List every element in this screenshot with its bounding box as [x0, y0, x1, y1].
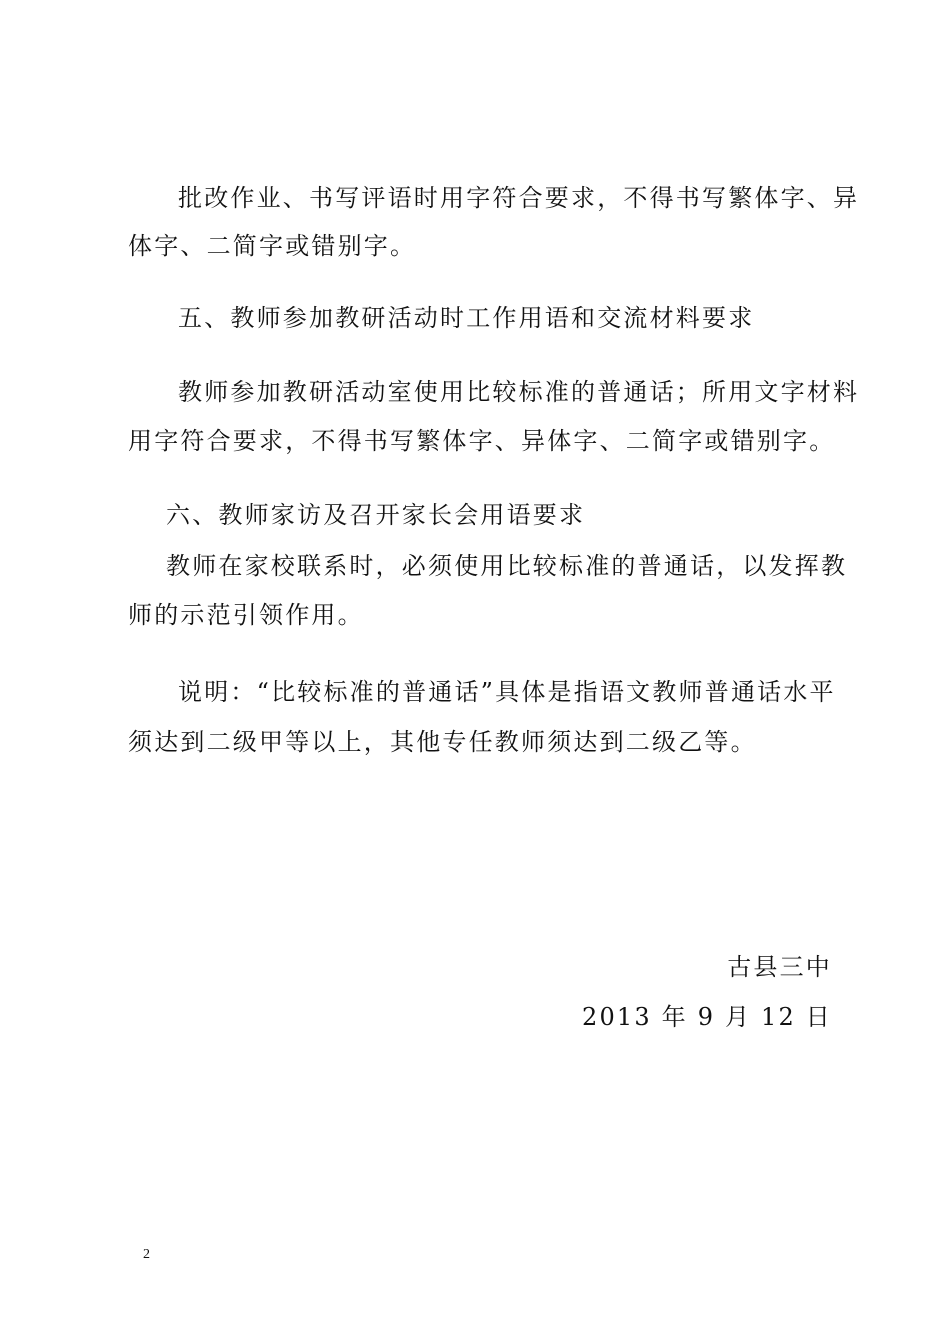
signature-date: 2013 年 9 月 12 日 — [581, 1003, 832, 1031]
paragraph-line: 批改作业、书写评语时用字符合要求，不得书写繁体字、异 — [178, 184, 860, 212]
paragraph-line: 教师在家校联系时，必须使用比较标准的普通话，以发挥教 — [166, 552, 848, 580]
paragraph-line: 说明：“比较标准的普通话”具体是指语文教师普通话水平 — [178, 678, 836, 706]
paragraph-line: 须达到二级甲等以上，其他专任教师须达到二级乙等。 — [128, 728, 757, 756]
signature-organization: 古县三中 — [727, 953, 832, 981]
page-number: 2 — [143, 1247, 150, 1262]
paragraph-line: 用字符合要求，不得书写繁体字、异体字、二简字或错别字。 — [128, 427, 836, 455]
paragraph-line: 师的示范引领作用。 — [128, 601, 364, 629]
paragraph-line: 教师参加教研活动室使用比较标准的普通话；所用文字材料 — [178, 378, 860, 406]
paragraph-line: 体字、二简字或错别字。 — [128, 232, 417, 260]
section-heading: 五、教师参加教研活动时工作用语和交流材料要求 — [178, 304, 755, 332]
section-heading: 六、教师家访及召开家长会用语要求 — [166, 501, 586, 529]
